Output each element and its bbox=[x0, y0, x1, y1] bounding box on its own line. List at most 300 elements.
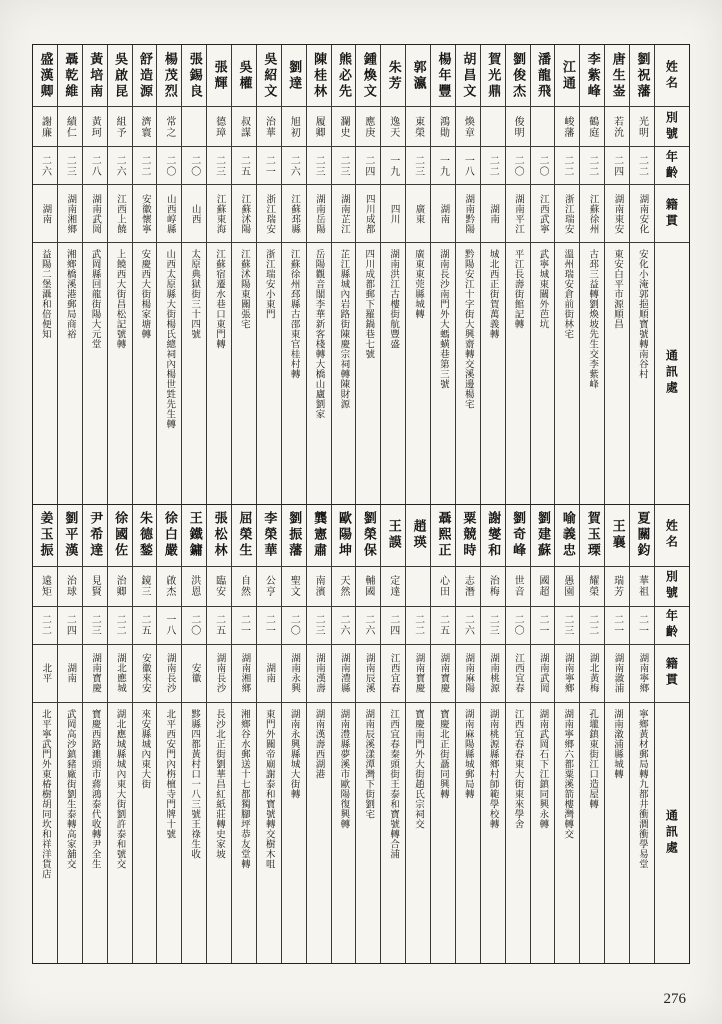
person-native-cell bbox=[182, 645, 206, 703]
person-address-cell bbox=[108, 243, 132, 504]
person-name-cell bbox=[307, 45, 331, 107]
person-name-cell bbox=[531, 45, 555, 107]
person-address: 四川成都郵下羅鍋巷七號 bbox=[363, 249, 375, 359]
person-column bbox=[282, 505, 307, 964]
person-alias: 黃珂 bbox=[89, 115, 101, 138]
person-alias-cell bbox=[431, 107, 455, 147]
person-native: 江蘇邳縣 bbox=[289, 193, 301, 234]
person-native: 四川 bbox=[388, 203, 400, 224]
person-address: 寶慶北正街聶同興轉 bbox=[437, 708, 449, 799]
person-age: 二二 bbox=[561, 154, 573, 177]
person-name: 王謨 bbox=[385, 519, 401, 551]
person-address-cell bbox=[33, 703, 57, 964]
person-address-cell bbox=[580, 703, 604, 964]
person-address: 湘鄉谷水郵送十七都獨腳坪恭友堂轉 bbox=[238, 708, 250, 869]
person-column bbox=[58, 505, 83, 964]
person-name: 張錫良 bbox=[186, 51, 202, 100]
person-address-cell bbox=[282, 703, 306, 964]
person-address-cell bbox=[83, 243, 107, 504]
header-column bbox=[655, 505, 689, 964]
person-native: 湖南寧鄉 bbox=[562, 653, 574, 693]
person-name-cell bbox=[555, 505, 579, 567]
person-address: 孔壠鎮東街江口造屋轉 bbox=[587, 708, 599, 809]
person-address-cell bbox=[406, 243, 430, 504]
person-age-cell bbox=[506, 607, 530, 645]
person-alias: 見賢 bbox=[89, 575, 101, 597]
person-alias: 華祖 bbox=[636, 575, 648, 597]
person-alias-cell bbox=[381, 107, 405, 147]
person-address-cell bbox=[58, 703, 82, 964]
person-age: 二一 bbox=[238, 614, 250, 636]
person-column bbox=[356, 45, 381, 504]
person-alias: 德璋 bbox=[213, 115, 225, 138]
person-alias: 濟寰 bbox=[138, 115, 150, 138]
person-alias-cell bbox=[630, 567, 654, 607]
person-age-cell bbox=[531, 147, 555, 185]
header-address-label: 通訊處 bbox=[664, 808, 679, 857]
person-alias: 臨安 bbox=[213, 575, 225, 597]
person-name-cell bbox=[630, 45, 654, 107]
person-age: 二五 bbox=[213, 614, 225, 636]
person-column bbox=[257, 505, 282, 964]
person-alias-cell bbox=[431, 567, 455, 607]
person-address-cell bbox=[182, 703, 206, 964]
person-native-cell bbox=[381, 645, 405, 703]
person-name-cell bbox=[356, 505, 380, 567]
person-native-cell bbox=[630, 645, 654, 703]
person-alias-cell bbox=[108, 107, 132, 147]
person-address: 安慶西大街楊家塘轉 bbox=[139, 249, 151, 339]
person-column bbox=[506, 505, 531, 964]
person-alias-cell bbox=[83, 567, 107, 607]
person-alias: 啟杰 bbox=[163, 575, 175, 597]
person-name: 劉俊杰 bbox=[510, 51, 526, 100]
person-name-cell bbox=[282, 45, 306, 107]
person-column bbox=[381, 505, 406, 964]
person-native-cell bbox=[580, 185, 604, 243]
person-alias-cell bbox=[83, 107, 107, 147]
person-address-cell bbox=[307, 703, 331, 964]
person-native: 湖南永興 bbox=[289, 653, 301, 693]
person-address-cell bbox=[531, 243, 555, 504]
person-address: 湖南麻陽縣城郵局轉 bbox=[462, 708, 474, 799]
person-column bbox=[282, 45, 307, 504]
person-address-cell bbox=[481, 703, 505, 964]
person-name: 郭瀛 bbox=[410, 59, 426, 92]
person-native: 湖南湘鄉 bbox=[239, 653, 251, 693]
person-age-cell bbox=[555, 147, 579, 185]
person-alias-cell bbox=[531, 107, 555, 147]
person-native: 湖南安化 bbox=[637, 193, 649, 234]
person-native: 北平 bbox=[40, 663, 52, 683]
person-address: 寶慶西路濉頭市蔣鴻泰代收轉尹全生 bbox=[89, 708, 101, 869]
person-address: 武岡高沙鎮豬廠街劉生泰轉高家舖交 bbox=[64, 708, 76, 869]
person-address: 湖南澧縣夢溪市歐陽復興轉 bbox=[338, 708, 350, 829]
person-address: 湘鄉橋溪港郵局商裕 bbox=[64, 249, 76, 339]
person-age-cell bbox=[133, 607, 157, 645]
person-alias: 績仁 bbox=[64, 115, 76, 138]
person-native-cell bbox=[207, 645, 231, 703]
person-column bbox=[456, 505, 481, 964]
person-address: 山西太原縣大街楊氏總祠內楊世甡先生轉 bbox=[164, 249, 176, 429]
person-alias-cell bbox=[406, 107, 430, 147]
person-alias: 耀榮 bbox=[586, 575, 598, 597]
person-alias-cell bbox=[332, 567, 356, 607]
person-alias-cell bbox=[605, 567, 629, 607]
person-native-cell bbox=[406, 185, 430, 243]
person-age-cell bbox=[257, 147, 281, 185]
person-name: 屈榮生 bbox=[236, 511, 252, 559]
person-age-cell bbox=[431, 147, 455, 185]
person-native: 湖南武岡 bbox=[537, 653, 549, 693]
person-native: 浙江瑞安 bbox=[264, 193, 276, 234]
person-age: 二一 bbox=[611, 614, 623, 636]
person-name-cell bbox=[555, 45, 579, 107]
person-alias-cell bbox=[108, 567, 132, 607]
person-address: 湖南寧鄉六都粟溪箭樓灣轉交 bbox=[562, 708, 574, 839]
person-address-cell bbox=[506, 243, 530, 504]
person-name: 聶乾維 bbox=[62, 51, 78, 100]
person-name: 聶熙正 bbox=[435, 511, 451, 559]
person-name-cell bbox=[182, 505, 206, 567]
person-age-cell bbox=[506, 147, 530, 185]
person-column bbox=[108, 505, 133, 964]
person-native: 湖南芷江 bbox=[338, 193, 350, 234]
person-native-cell bbox=[133, 185, 157, 243]
person-age-cell bbox=[282, 147, 306, 185]
person-column bbox=[381, 45, 406, 504]
person-column bbox=[580, 45, 605, 504]
person-address-cell bbox=[58, 243, 82, 504]
person-column bbox=[555, 505, 580, 964]
person-native-cell bbox=[406, 645, 430, 703]
person-age-cell bbox=[630, 607, 654, 645]
person-alias: 遠矩 bbox=[39, 575, 51, 597]
header-age-cell bbox=[655, 147, 689, 185]
person-age-cell bbox=[182, 147, 206, 185]
person-alias: 瑞芳 bbox=[611, 575, 623, 597]
person-name-cell bbox=[83, 45, 107, 107]
person-address: 寧鄉黃材郵局轉九都井衝澗衝學易堂 bbox=[636, 708, 648, 869]
person-alias-cell bbox=[282, 567, 306, 607]
person-age: 二三 bbox=[337, 154, 349, 177]
person-name: 李紫峰 bbox=[584, 51, 600, 100]
header-alias-label: 別號 bbox=[664, 570, 679, 602]
person-native: 安徽懷寧 bbox=[139, 193, 151, 234]
person-alias: 煥章 bbox=[462, 115, 474, 138]
header-native-label: 籍貫 bbox=[664, 197, 679, 230]
person-native-cell bbox=[605, 185, 629, 243]
person-name-cell bbox=[456, 505, 480, 567]
person-name-cell bbox=[232, 45, 256, 107]
person-age-cell bbox=[431, 607, 455, 645]
person-native: 四川成都 bbox=[363, 193, 375, 234]
person-address-cell bbox=[356, 243, 380, 504]
person-address-cell bbox=[555, 703, 579, 964]
person-address: 平江長壽街館記轉 bbox=[512, 249, 524, 329]
person-column bbox=[531, 45, 556, 504]
person-native: 浙江瑞安 bbox=[562, 193, 574, 234]
person-alias-cell bbox=[157, 567, 181, 607]
person-address: 湖南洪江古樓街航豐盛 bbox=[388, 249, 400, 349]
person-native: 湖南 bbox=[488, 203, 500, 224]
person-age: 一八 bbox=[462, 154, 474, 177]
person-alias-cell bbox=[182, 107, 206, 147]
person-age-cell bbox=[481, 607, 505, 645]
person-age-cell bbox=[133, 147, 157, 185]
person-address-cell bbox=[257, 243, 281, 504]
header-address-label: 通訊處 bbox=[664, 349, 679, 398]
person-age: 二一 bbox=[263, 614, 275, 636]
person-name-cell bbox=[257, 505, 281, 567]
person-name: 劉達 bbox=[286, 59, 302, 92]
person-address-cell bbox=[356, 703, 380, 964]
person-native-cell bbox=[83, 645, 107, 703]
person-alias-cell bbox=[481, 107, 505, 147]
person-alias: 俊明 bbox=[512, 115, 524, 138]
person-age-cell bbox=[232, 607, 256, 645]
person-native-cell bbox=[257, 185, 281, 243]
person-column bbox=[83, 505, 108, 964]
person-native-cell bbox=[332, 185, 356, 243]
person-address-cell bbox=[282, 243, 306, 504]
person-address-cell bbox=[332, 243, 356, 504]
person-age: 二四 bbox=[387, 614, 399, 636]
person-address-cell bbox=[133, 703, 157, 964]
person-native-cell bbox=[207, 185, 231, 243]
person-age-cell bbox=[33, 147, 57, 185]
person-name: 張松林 bbox=[211, 511, 227, 559]
person-column bbox=[506, 45, 531, 504]
person-name-cell bbox=[531, 505, 555, 567]
header-alias-label: 別號 bbox=[664, 110, 679, 143]
person-address: 廣東東莞縣城轉 bbox=[413, 249, 424, 319]
person-address-cell bbox=[431, 243, 455, 504]
person-alias-cell bbox=[207, 107, 231, 147]
person-column bbox=[133, 505, 158, 964]
person-name: 陳桂林 bbox=[311, 51, 327, 100]
person-age-cell bbox=[307, 607, 331, 645]
person-address: 來安縣城內東大街 bbox=[139, 708, 151, 789]
person-address: 太原典獄街三十四號 bbox=[189, 249, 201, 339]
person-age-cell bbox=[207, 147, 231, 185]
person-column bbox=[182, 505, 207, 964]
person-name: 黃培南 bbox=[87, 51, 103, 100]
person-age: 二〇 bbox=[188, 154, 200, 177]
person-address-cell bbox=[381, 703, 405, 964]
person-name-cell bbox=[481, 505, 505, 567]
person-column bbox=[555, 45, 580, 504]
person-column bbox=[207, 45, 232, 504]
person-age: 二〇 bbox=[288, 614, 300, 636]
person-name-cell bbox=[307, 505, 331, 567]
person-native: 湖南平江 bbox=[513, 193, 525, 234]
person-address: 芷江縣城內岩路街陳慶宗祠轉陳財源 bbox=[338, 249, 350, 409]
person-alias: 若沇 bbox=[611, 115, 623, 138]
person-address-cell bbox=[232, 243, 256, 504]
person-address-cell bbox=[506, 703, 530, 964]
person-age-cell bbox=[157, 607, 181, 645]
person-column bbox=[332, 505, 357, 964]
person-alias: 峻藩 bbox=[561, 115, 573, 138]
person-age-cell bbox=[456, 607, 480, 645]
person-native: 安徽 bbox=[189, 663, 201, 683]
person-name-cell bbox=[481, 45, 505, 107]
person-address-cell bbox=[381, 243, 405, 504]
person-name-cell bbox=[630, 505, 654, 567]
person-native: 江蘇徐州 bbox=[587, 193, 599, 234]
person-address-cell bbox=[605, 243, 629, 504]
header-name-cell bbox=[655, 45, 689, 107]
person-address: 江西宜春春東大街東來學舍 bbox=[512, 708, 524, 829]
person-alias: 南濱 bbox=[313, 575, 325, 597]
person-column bbox=[157, 505, 182, 964]
person-alias: 組予 bbox=[114, 115, 126, 138]
person-name: 賀光鼎 bbox=[485, 51, 501, 100]
person-address: 北平西安門內栴檀寺門牌十號 bbox=[164, 708, 176, 839]
person-name: 朱德鍫 bbox=[136, 511, 152, 559]
person-alias: 公亨 bbox=[263, 575, 275, 597]
person-name: 吳紹文 bbox=[261, 51, 277, 100]
person-alias-cell bbox=[506, 567, 530, 607]
person-alias-cell bbox=[456, 567, 480, 607]
person-name: 江通 bbox=[559, 59, 575, 92]
person-alias-cell bbox=[406, 567, 430, 607]
person-address: 城北西正街賀萬義轉 bbox=[487, 249, 499, 339]
person-native-cell bbox=[431, 645, 455, 703]
person-age-cell bbox=[33, 607, 57, 645]
person-column bbox=[605, 505, 630, 964]
person-native: 江西宜春 bbox=[513, 653, 525, 693]
person-address: 湖南永興縣城大街轉 bbox=[288, 708, 300, 799]
person-alias-cell bbox=[356, 567, 380, 607]
person-address: 武寧城東關外芭坑 bbox=[537, 249, 549, 329]
person-name-cell bbox=[83, 505, 107, 567]
person-age-cell bbox=[356, 607, 380, 645]
person-address: 湖南漵浦縣城轉 bbox=[612, 708, 623, 779]
person-address: 黔陽安江十字街大興齋轉交溪邊楊宅 bbox=[462, 249, 474, 409]
person-native-cell bbox=[555, 185, 579, 243]
person-native: 湖北黃梅 bbox=[587, 653, 599, 693]
header-name-cell bbox=[655, 505, 689, 567]
person-name-cell bbox=[33, 505, 57, 567]
header-address-cell bbox=[655, 703, 689, 964]
person-age: 二四 bbox=[611, 154, 623, 177]
person-address: 古邳三益轉劉煥坡先生交李紫峰 bbox=[587, 249, 599, 389]
person-alias-cell bbox=[630, 107, 654, 147]
person-alias: 自然 bbox=[238, 575, 250, 597]
person-native: 湖北應城 bbox=[115, 653, 127, 693]
person-column bbox=[157, 45, 182, 504]
person-name: 張輝 bbox=[211, 59, 227, 92]
person-address-cell bbox=[580, 243, 604, 504]
person-name-cell bbox=[431, 505, 455, 567]
person-age: 二六 bbox=[362, 614, 374, 636]
person-age: 二二 bbox=[412, 614, 424, 636]
person-age-cell bbox=[232, 147, 256, 185]
person-alias: 謝廉 bbox=[39, 115, 51, 138]
person-alias-cell bbox=[580, 107, 604, 147]
header-address-cell bbox=[655, 243, 689, 504]
person-name: 謝燮和 bbox=[485, 511, 501, 559]
person-age: 二二 bbox=[39, 614, 51, 636]
person-age: 二三 bbox=[487, 614, 499, 636]
person-name: 李榮華 bbox=[261, 511, 277, 559]
person-name-cell bbox=[332, 505, 356, 567]
person-name: 歐陽坤 bbox=[335, 511, 351, 559]
person-age: 二三 bbox=[89, 614, 101, 636]
person-age: 二四 bbox=[362, 154, 374, 177]
person-native: 安徽來安 bbox=[139, 653, 151, 693]
directory-table-top bbox=[33, 45, 689, 504]
person-age: 二二 bbox=[636, 154, 648, 177]
person-name-cell bbox=[381, 45, 405, 107]
person-alias-cell bbox=[381, 567, 405, 607]
person-alias-cell bbox=[307, 567, 331, 607]
person-alias-cell bbox=[555, 107, 579, 147]
person-native-cell bbox=[108, 185, 132, 243]
person-alias-cell bbox=[33, 567, 57, 607]
person-age-cell bbox=[555, 607, 579, 645]
person-native-cell bbox=[456, 185, 480, 243]
person-address-cell bbox=[332, 703, 356, 964]
person-native-cell bbox=[58, 185, 82, 243]
person-native-cell bbox=[381, 185, 405, 243]
person-alias: 東榮 bbox=[412, 115, 424, 138]
person-native-cell bbox=[356, 645, 380, 703]
person-native-cell bbox=[33, 645, 57, 703]
person-age-cell bbox=[456, 147, 480, 185]
person-native-cell bbox=[58, 645, 82, 703]
person-column bbox=[431, 505, 456, 964]
person-native-cell bbox=[282, 645, 306, 703]
person-age: 一九 bbox=[387, 154, 399, 177]
person-name: 粟競時 bbox=[460, 511, 476, 559]
person-alias-cell bbox=[232, 567, 256, 607]
person-address-cell bbox=[133, 243, 157, 504]
header-native-label: 籍貫 bbox=[664, 657, 679, 689]
person-address: 安化小淹郭挹順寶號轉南谷村 bbox=[636, 249, 648, 379]
person-age-cell bbox=[381, 147, 405, 185]
person-age: 二三 bbox=[313, 154, 325, 177]
person-name: 胡昌文 bbox=[460, 51, 476, 100]
person-age: 二一 bbox=[536, 614, 548, 636]
person-address: 湖南桃源縣鄉村師範學校轉 bbox=[487, 708, 499, 829]
person-column bbox=[580, 505, 605, 964]
header-age-label: 年齡 bbox=[664, 149, 679, 182]
person-address-cell bbox=[531, 703, 555, 964]
person-address-cell bbox=[456, 243, 480, 504]
person-name-cell bbox=[133, 505, 157, 567]
person-native-cell bbox=[307, 185, 331, 243]
person-age: 二二 bbox=[586, 154, 598, 177]
person-name: 王襄 bbox=[609, 519, 625, 551]
person-name: 朱芳 bbox=[385, 59, 401, 92]
person-address-cell bbox=[605, 703, 629, 964]
person-column bbox=[232, 45, 257, 504]
person-column bbox=[33, 45, 58, 504]
person-address-cell bbox=[257, 703, 281, 964]
header-alias-cell bbox=[655, 567, 689, 607]
person-age: 二三 bbox=[64, 154, 76, 177]
person-address: 江西宜春秦頭街王泰和寶號轉合浦 bbox=[388, 708, 400, 859]
person-address-cell bbox=[555, 243, 579, 504]
person-native-cell bbox=[157, 185, 181, 243]
person-column bbox=[133, 45, 158, 504]
person-native: 湖南澧縣 bbox=[338, 653, 350, 693]
person-alias: 愚園 bbox=[561, 575, 573, 597]
person-name-cell bbox=[381, 505, 405, 567]
